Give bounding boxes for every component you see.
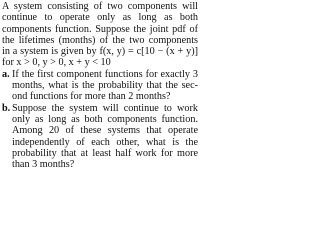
part-b [2,103,198,171]
part-b-label: b. [2,102,11,114]
problem-text-block [2,1,198,170]
problem-intro: A system consisting of two components will continue to operate only as long as both components function. Suppose the joint pdf of the lifetimes (months) of the two components in a system is given by f(x, y) = c[10 − (x + y)] for x > 0, y > 0, x + y < 10 [2,1,198,69]
part-b-text: Suppose the system will continue to work only as long as both components function. Among 20 of these systems that operate independently of each other, what is the probability that at least half work for more than 3 months? [12,102,198,171]
part-a-text: If the first component functions for exactly 3 months, what is the probability that the second functions for more than 2 months? [12,68,198,103]
part-a [2,69,198,103]
part-a-label: a. [2,68,10,80]
